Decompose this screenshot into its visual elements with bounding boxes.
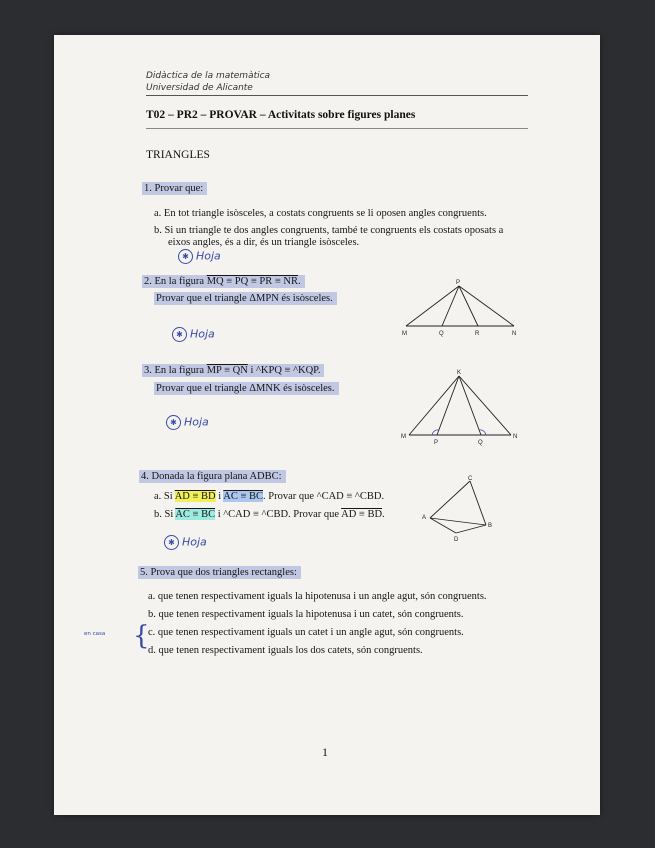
- ex3-label-k: K: [457, 370, 462, 376]
- ex2-label-r: R: [475, 331, 480, 337]
- page-number: 1: [322, 745, 328, 759]
- ex2-side-mp: [406, 286, 459, 326]
- ex2-line1: 2. En la figura MQ ≡ PQ ≡ PR ≡ NR.: [142, 276, 305, 289]
- ex3-figure: [399, 368, 524, 448]
- ex4-label-a: A: [422, 515, 427, 521]
- ex4-label-c: C: [468, 476, 473, 482]
- asterisk-circle-icon: ✱: [164, 535, 179, 550]
- ex2-figure: [394, 278, 524, 338]
- ex5-b: b. que tenen respectivament iguals la hipotenusa i un catet, són congruents.: [148, 609, 464, 620]
- ex2-label-p: P: [456, 280, 461, 286]
- ex2-label-n: N: [512, 331, 517, 337]
- ex2-segment-pr: [459, 286, 478, 326]
- ex2-side-np: [459, 286, 514, 326]
- page-title: T02 – PR2 – PROVAR – Activitats sobre figures planes: [146, 109, 416, 121]
- ex4-handwritten-note: ✱ Hoja: [164, 535, 207, 550]
- asterisk-circle-icon: ✱: [178, 249, 193, 264]
- ex3-side-nk: [459, 376, 511, 435]
- ex3-segment-pk: [437, 376, 459, 435]
- ex3-side-mk: [409, 376, 459, 435]
- ex1-b-line1: b. Si un triangle te dos angles congruents, també te congruents els costats oposats a: [154, 225, 504, 236]
- ex3-segment-qk: [459, 376, 481, 435]
- ex2-label-q: Q: [439, 331, 444, 337]
- ex5-margin-note: en casa: [84, 631, 106, 637]
- ex4-label-d: D: [454, 537, 459, 543]
- ex2-handwritten-note: ✱ Hoja: [172, 327, 215, 342]
- ex5-d: d. que tenen respectivament iguals los dos catets, són congruents.: [148, 645, 423, 656]
- asterisk-circle-icon: ✱: [172, 327, 187, 342]
- header-rule: [146, 95, 528, 96]
- ex1-heading: 1. Provar que:: [142, 183, 207, 196]
- title-rule: [146, 128, 528, 129]
- ex3-label-q: Q: [478, 440, 483, 446]
- ex4-side-cb: [470, 481, 486, 525]
- ex2-line2: Provar que el triangle ΔMPN és isòsceles.: [154, 293, 337, 306]
- ex3-line2: Provar que el triangle ΔMNK és isòsceles.: [154, 383, 339, 396]
- ex1-handwritten-note: ✱ Hoja: [178, 249, 221, 264]
- ex3-label-n: N: [513, 434, 518, 440]
- ex4-heading: 4. Donada la figura plana ADBC:: [139, 471, 286, 484]
- ex3-handwritten-note: ✱ Hoja: [166, 415, 209, 430]
- ex4-diagonal-ab: [430, 518, 486, 525]
- ex3-line1: 3. En la figura MP ≡ QN i ^KPQ ≡ ^KQP.: [142, 365, 324, 378]
- ex5-c: c. que tenen respectivament iguals un catet i un angle agut, són congruents.: [148, 627, 464, 638]
- ex1-a: a. En tot triangle isòsceles, a costats congruents se li oposen angles congruents.: [154, 208, 487, 219]
- ex5-a: a. que tenen respectivament iguals la hipotenusa i un angle agut, són congruents.: [148, 591, 487, 602]
- ex5-heading: 5. Prova que dos triangles rectangles:: [138, 567, 301, 580]
- ex3-label-m: M: [401, 434, 406, 440]
- document-page: [54, 35, 600, 815]
- ex4-figure: [422, 475, 497, 545]
- header-university: Universidad de Alicante: [146, 83, 253, 93]
- asterisk-circle-icon: ✱: [166, 415, 181, 430]
- section-title: TRIANGLES: [146, 149, 210, 161]
- header-course: Didàctica de la matemàtica: [146, 71, 271, 81]
- ex5-brace: {: [133, 621, 150, 651]
- ex4-b: b. Si AC ≡ BC i ^CAD ≡ ^CBD. Provar que AD ≡ BD.: [154, 509, 385, 520]
- ex4-label-b: B: [488, 523, 493, 529]
- ex4-side-ad: [430, 518, 456, 533]
- ex4-side-ac: [430, 481, 470, 518]
- ex1-b-line2: eixos angles, és a dir, és un triangle isòsceles.: [168, 237, 360, 248]
- ex4-a: a. Si AD ≡ BD i AC ≡ BC. Provar que ^CAD ≡ ^CBD.: [154, 491, 385, 502]
- ex2-label-m: M: [402, 331, 407, 337]
- ex3-label-p: P: [434, 440, 439, 446]
- ex4-side-db: [456, 525, 486, 533]
